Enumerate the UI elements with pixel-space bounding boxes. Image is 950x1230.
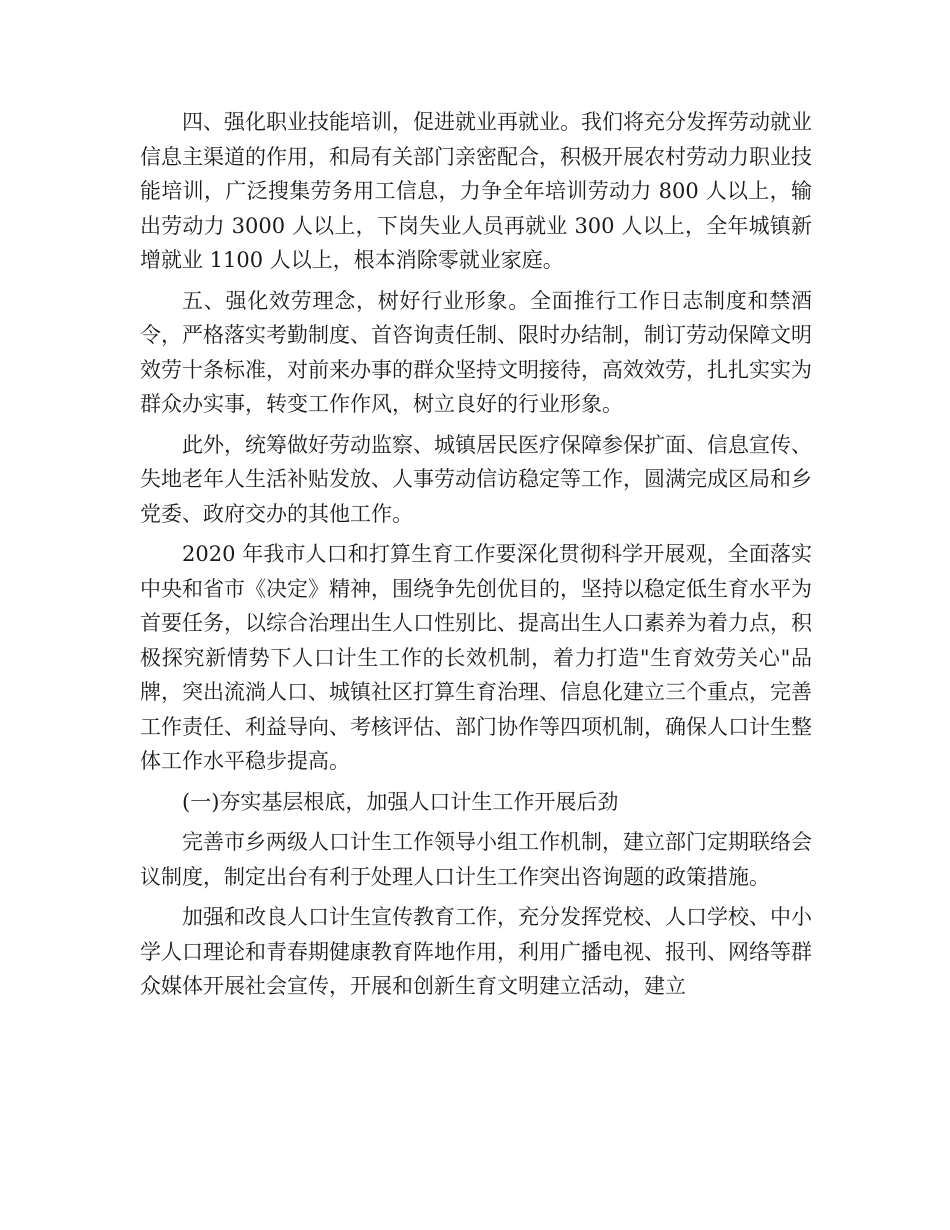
paragraph-employment-training: 四、强化职业技能培训，促进就业再就业。我们将充分发挥劳动就业信息主渠道的作用，和局有关部门亲密配合，积极开展农村劳动力职业技能培训，广泛搜集劳务用工信息，力争全年培训劳动力 800 人以上，输出劳动力 3000 人以上，下岗失业人员再就业 300 人以上，全年城镇新增就业 1100 人以上，根本消除零就业家庭。 — [140, 110, 812, 272]
paragraph-other-work: 此外，统筹做好劳动监察、城镇居民医疗保障参保扩面、信息宣传、失地老年人生活补贴发放、人事劳动信访稳定等工作，圆满完成区局和乡党委、政府交办的其他工作。 — [140, 432, 812, 526]
section-heading: (一)夯实基层根底，加强人口计生工作开展后劲 — [182, 789, 619, 814]
document-page — [140, 105, 812, 1010]
paragraph-population-plan: 2020 年我市人口和打算生育工作要深化贯彻科学开展观，全面落实中央和省市《决定》精神，围绕争先创优目的，坚持以稳定低生育水平为首要任务，以综合治理出生人口性别比、提高出生人口素养为着力点，积极探究新情势下人口计生工作的长效机制，着力打造"生育效劳关心"品牌，突出流淌人口、城镇社区打算生育治理、信息化建立三个重点，完善工作责任、利益导向、考核评估、部门协作等四项机制，确保人口计生整体工作水平稳步提高。 — [140, 542, 812, 773]
paragraph-publicity-education: 加强和改良人口计生宣传教育工作，充分发挥党校、人口学校、中小学人口理论和青春期健康教育阵地作用，利用广播电视、报刊、网络等群众媒体开展社会宣传，开展和创新生育文明建立活动，建立 — [140, 905, 812, 998]
paragraph-leadership-mechanism: 完善市乡两级人口计生工作领导小组工作机制，建立部门定期联络会议制度，制定出台有利于处理人口计生工作突出咨询题的政策措施。 — [140, 830, 812, 889]
paragraph-service-concept: 五、强化效劳理念，树好行业形象。全面推行工作日志制度和禁酒令，严格落实考勤制度、首咨询责任制、限时办结制，制订劳动保障文明效劳十条标准，对前来办事的群众坚持文明接待，高效效劳，扎扎实实为群众办实事，转变工作作风，树立良好的行业形象。 — [140, 288, 812, 416]
